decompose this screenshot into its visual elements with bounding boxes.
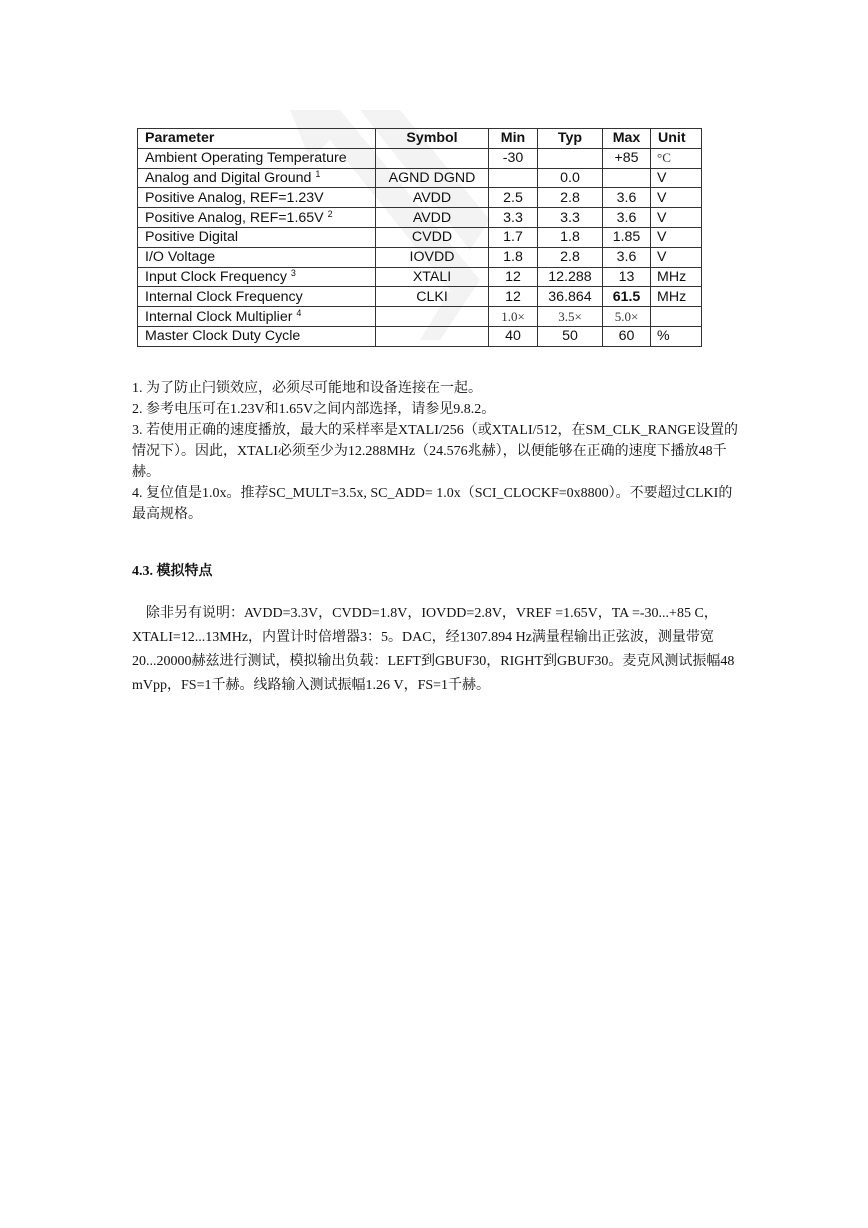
section-heading: 4.3. 模拟特点 <box>132 564 213 579</box>
footnote-4: 4. 复位值是1.0x。推荐SC_MULT=3.5x, SC_ADD= 1.0x（SCI_CLOCKF=0x8800）。不要超过CLKI的最高规格。 <box>132 486 733 522</box>
cell-min <box>489 168 538 188</box>
table-header-row <box>138 129 702 149</box>
cell-symbol <box>376 148 489 168</box>
footnote-ref: 1 <box>315 168 321 179</box>
cell-symbol: CLKI <box>376 287 489 307</box>
param-text: Internal Clock Multiplier <box>145 308 293 325</box>
cell-max: +85 <box>603 148 651 168</box>
cell-symbol: CVDD <box>376 227 489 247</box>
cell-min: -30 <box>489 148 538 168</box>
cell-unit <box>651 307 702 327</box>
cell-typ: 3.3 <box>538 208 603 228</box>
cell-max: 3.6 <box>603 188 651 208</box>
param-text: I/O Voltage <box>145 249 216 266</box>
header-typ: Typ <box>538 129 603 149</box>
cell-min: 1.8 <box>489 247 538 267</box>
table-row <box>138 326 702 346</box>
cell-unit: V <box>651 188 702 208</box>
cell-symbol: AVDD <box>376 188 489 208</box>
cell-max: 13 <box>603 267 651 287</box>
cell-min: 1.0× <box>489 307 538 327</box>
table-row <box>138 208 702 228</box>
cell-min: 40 <box>489 326 538 346</box>
header-unit: Unit <box>651 129 702 149</box>
table-row <box>138 148 702 168</box>
cell-min: 12 <box>489 287 538 307</box>
cell-max: 3.6 <box>603 247 651 267</box>
cell-param <box>138 168 376 188</box>
cell-max <box>603 168 651 188</box>
header-parameter: Parameter <box>138 129 376 149</box>
param-text: Positive Analog, REF=1.23V <box>145 189 324 206</box>
table-row <box>138 227 702 247</box>
cell-min: 12 <box>489 267 538 287</box>
spec-table <box>137 128 702 347</box>
cell-param <box>138 148 376 168</box>
param-text: Internal Clock Frequency <box>145 288 303 305</box>
cell-typ: 3.5× <box>538 307 603 327</box>
cell-typ: 2.8 <box>538 188 603 208</box>
cell-param <box>138 326 376 346</box>
cell-max: 61.5 <box>603 287 651 307</box>
cell-max: 5.0× <box>603 307 651 327</box>
cell-unit: V <box>651 247 702 267</box>
cell-param <box>138 208 376 228</box>
param-text: Input Clock Frequency <box>145 268 287 285</box>
footnote-1: 1. 为了防止闩锁效应，必须尽可能地和设备连接在一起。 <box>132 381 482 396</box>
footnote-ref: 4 <box>296 307 302 318</box>
cell-unit: MHz <box>651 287 702 307</box>
table-row <box>138 267 702 287</box>
param-text: Positive Analog, REF=1.65V <box>145 209 324 226</box>
cell-typ <box>538 148 603 168</box>
cell-param <box>138 227 376 247</box>
cell-typ: 12.288 <box>538 267 603 287</box>
cell-min: 1.7 <box>489 227 538 247</box>
param-text: Ambient Operating Temperature <box>145 150 347 167</box>
cell-typ: 50 <box>538 326 603 346</box>
param-text: Positive Digital <box>145 229 239 246</box>
cell-typ: 36.864 <box>538 287 603 307</box>
cell-symbol: IOVDD <box>376 247 489 267</box>
table-row <box>138 247 702 267</box>
cell-min: 2.5 <box>489 188 538 208</box>
cell-param <box>138 267 376 287</box>
footnote-ref: 2 <box>327 208 333 219</box>
table-row <box>138 188 702 208</box>
footnote-2: 2. 参考电压可在1.23V和1.65V之间内部选择，请参见9.8.2。 <box>132 402 496 417</box>
cell-unit: % <box>651 326 702 346</box>
header-min: Min <box>489 129 538 149</box>
cell-symbol: XTALI <box>376 267 489 287</box>
cell-param <box>138 247 376 267</box>
cell-max: 60 <box>603 326 651 346</box>
cell-max: 1.85 <box>603 227 651 247</box>
section-paragraph: 除非另有说明：AVDD=3.3V，CVDD=1.8V，IOVDD=2.8V，VREF =1.65V，TA =-30...+85 C，XTALI=12...13MHz，内置计时倍增器3：5。DAC，经1307.894 Hz满量程输出正弦波，测量带宽20...20000赫兹进行测试，模拟输出负载：LEFT到GBUF30，RIGHT到GBUF30。麦克风测试振幅48 mVpp，FS=1千赫。线路输入测试振幅1.26 V，FS=1千赫。 <box>132 606 735 693</box>
cell-param <box>138 307 376 327</box>
footnote-3: 3. 若使用正确的速度播放，最大的采样率是XTALI/256（或XTALI/512，在SM_CLK_RANGE设置的情况下）。因此，XTALI必须至少为12.288MHz（24.576兆赫），以便能够在正确的速度下播放48千赫。 <box>132 423 738 480</box>
cell-param <box>138 287 376 307</box>
table-row <box>138 168 702 188</box>
table-row <box>138 287 702 307</box>
cell-unit: V <box>651 168 702 188</box>
cell-symbol <box>376 326 489 346</box>
cell-unit: V <box>651 227 702 247</box>
footnote-ref: 3 <box>290 267 296 278</box>
cell-typ: 0.0 <box>538 168 603 188</box>
cell-symbol: AGND DGND <box>376 168 489 188</box>
cell-unit: MHz <box>651 267 702 287</box>
cell-param <box>138 188 376 208</box>
param-text: Master Clock Duty Cycle <box>145 328 301 345</box>
footnotes <box>132 378 742 525</box>
table-row <box>138 307 702 327</box>
cell-typ: 2.8 <box>538 247 603 267</box>
header-max: Max <box>603 129 651 149</box>
cell-unit: °C <box>651 148 702 168</box>
cell-symbol <box>376 307 489 327</box>
param-text: Analog and Digital Ground <box>145 169 312 186</box>
cell-unit: V <box>651 208 702 228</box>
cell-max: 3.6 <box>603 208 651 228</box>
header-symbol: Symbol <box>376 129 489 149</box>
cell-min: 3.3 <box>489 208 538 228</box>
cell-typ: 1.8 <box>538 227 603 247</box>
cell-symbol: AVDD <box>376 208 489 228</box>
